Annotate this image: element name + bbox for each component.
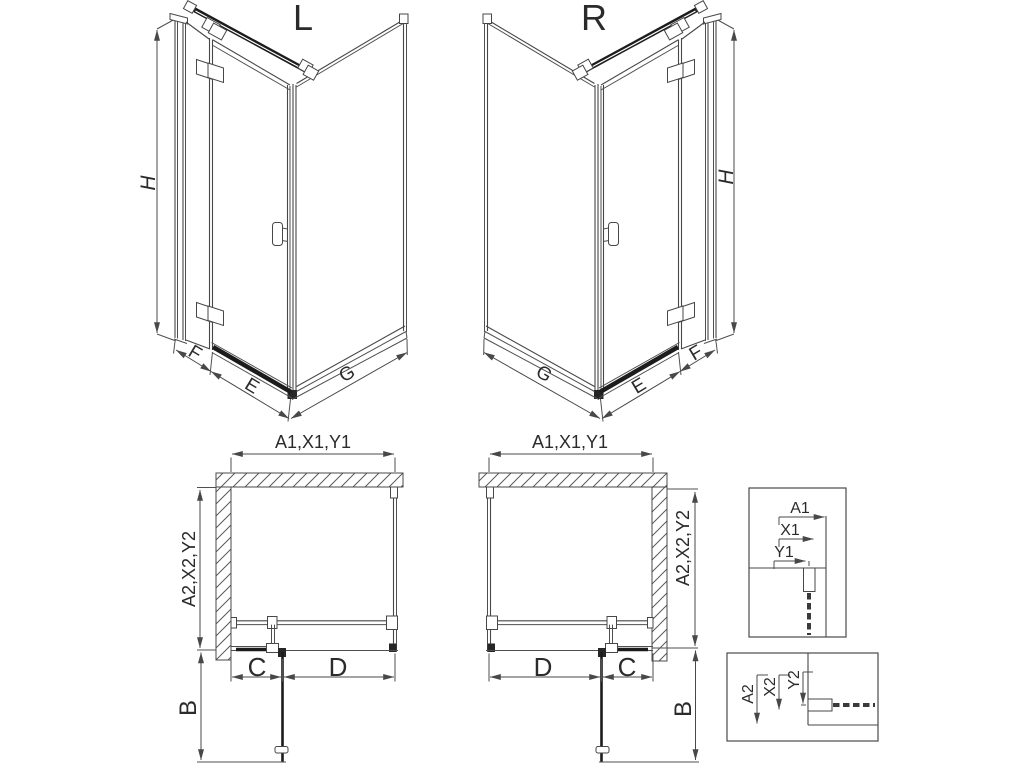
dim-label-fixed-left: F	[184, 341, 206, 366]
dim-label-height-left: H	[137, 175, 160, 191]
detail-label-a1: A1	[790, 500, 810, 517]
detail-box-width	[749, 488, 846, 637]
detail-label-x2: X2	[762, 677, 779, 697]
variant-label-left: L	[292, 0, 314, 38]
dim-label-height-right: H	[715, 169, 738, 185]
variant-label-right: R	[581, 0, 607, 38]
dim-label-depth-left: A2,X2,Y2	[179, 530, 199, 608]
wall-hatch-top-left	[216, 473, 403, 487]
dim-label-side-left: G	[335, 361, 359, 388]
dim-label-d-left: D	[328, 652, 348, 682]
dim-label-d-right: D	[533, 652, 553, 682]
wall-hatch-top-right	[479, 473, 667, 487]
detail-label-a2: A2	[740, 684, 757, 704]
iso-view-left	[137, 0, 408, 422]
plan-view-right	[479, 432, 699, 762]
dim-label-width-right: A1,X1,Y1	[531, 432, 609, 452]
plan-view-left	[175, 432, 403, 762]
dim-label-side-right: G	[532, 361, 556, 388]
detail-label-y2: Y2	[786, 670, 803, 690]
dim-label-door-right: E	[628, 374, 651, 399]
wall-hatch-side-right	[652, 487, 667, 661]
dim-label-width-left: A1,X1,Y1	[274, 432, 352, 452]
dim-label-c-left: C	[247, 652, 267, 682]
detail-box-depth	[727, 653, 878, 741]
wall-hatch-side-left	[216, 487, 231, 660]
dim-label-depth-right: A2,X2,Y2	[673, 509, 693, 587]
detail-label-y1: Y1	[774, 544, 794, 561]
dim-label-b-left: B	[175, 699, 202, 717]
iso-view-right	[483, 0, 738, 422]
detail-label-x1: X1	[780, 522, 800, 539]
dim-label-c-right: C	[617, 652, 637, 682]
dim-label-b-right: B	[670, 700, 697, 718]
dim-label-door-left: E	[240, 374, 263, 399]
dim-label-fixed-right: F	[685, 341, 707, 366]
